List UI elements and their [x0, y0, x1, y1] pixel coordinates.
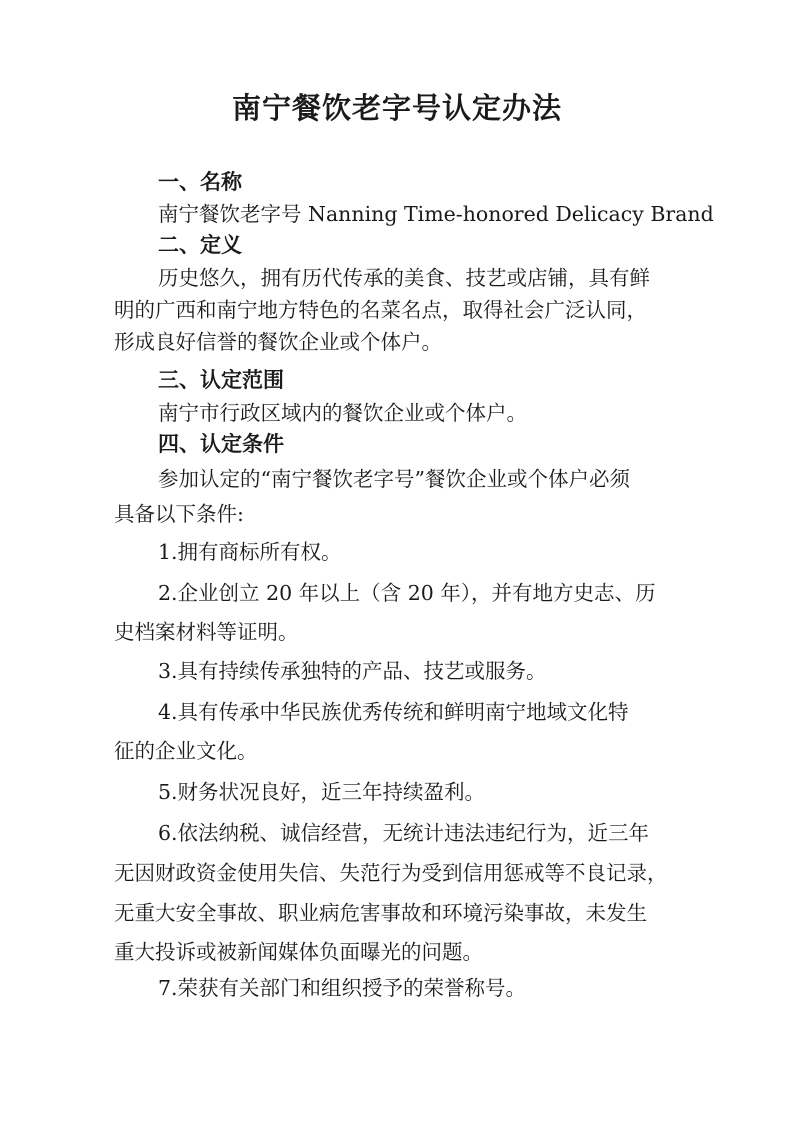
condition-item-1: 1.拥有商标所有权。 — [158, 540, 342, 564]
section-body-name: 南宁餐饮老字号 Nanning Time-honored Delicacy Brand — [158, 202, 714, 226]
section-heading-scope: 三、认定范围 — [158, 368, 284, 392]
condition-item-5: 5.财务状况良好，近三年持续盈利。 — [158, 780, 486, 804]
definition-line-2: 明的广西和南宁地方特色的名菜名点，取得社会广泛认同， — [114, 298, 647, 322]
definition-line-3: 形成良好信誉的餐饮企业或个体户。 — [114, 330, 442, 354]
section-heading-name: 一、名称 — [158, 170, 242, 194]
condition-item-2-line-1: 2.企业创立 20 年以上（含 20 年），并有地方史志、历 — [158, 581, 656, 605]
condition-item-2-line-2: 史档案材料等证明。 — [114, 620, 299, 644]
conditions-intro-line-1: 参加认定的“南宁餐饮老字号”餐饮企业或个体户必须 — [158, 467, 630, 491]
condition-item-3: 3.具有持续传承独特的产品、技艺或服务。 — [158, 659, 547, 683]
conditions-intro-line-2: 具备以下条件: — [114, 502, 244, 526]
scope-line-1: 南宁市行政区域内的餐饮企业或个体户。 — [158, 401, 527, 425]
document-title: 南宁餐饮老字号认定办法 — [231, 91, 562, 125]
condition-item-6-line-1: 6.依法纳税、诚信经营，无统计违法违纪行为，近三年 — [158, 821, 650, 845]
condition-item-7: 7.荣获有关部门和组织授予的荣誉称号。 — [158, 976, 527, 1000]
section-heading-definition: 二、定义 — [158, 233, 242, 257]
condition-item-6-line-2: 无因财政资金使用失信、失范行为受到信用惩戒等不良记录， — [114, 861, 668, 885]
definition-line-1: 历史悠久，拥有历代传承的美食、技艺或店铺，具有鲜 — [158, 266, 650, 290]
condition-item-6-line-3: 无重大安全事故、职业病危害事故和环境污染事故，未发生 — [114, 901, 647, 925]
condition-item-4-line-2: 征的企业文化。 — [114, 739, 258, 763]
condition-item-6-line-4: 重大投诉或被新闻媒体负面曝光的问题。 — [114, 940, 483, 964]
section-heading-conditions: 四、认定条件 — [158, 432, 284, 456]
condition-item-4-line-1: 4.具有传承中华民族优秀传统和鲜明南宁地域文化特 — [158, 700, 629, 724]
